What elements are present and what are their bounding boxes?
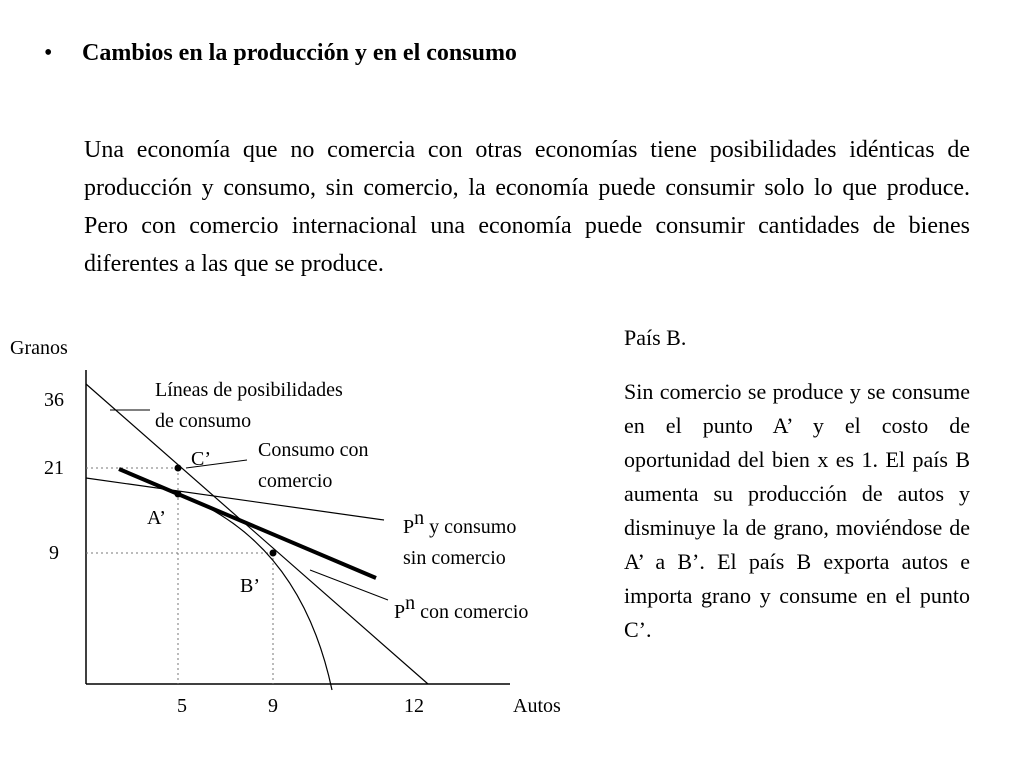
x-tick-12: 12 bbox=[404, 695, 424, 717]
bullet-icon: • bbox=[44, 40, 53, 66]
leader-pn-trade bbox=[310, 570, 388, 600]
intro-paragraph: Una economía que no comercia con otras economías tiene posibilidades idénticas de producción y consumo, sin comercio, la economía puede consumir solo lo que produce. Pero con comercio internacional una economía puede consumir cantidades de bienes diferentes a las que se produce. bbox=[84, 137, 970, 277]
label-a-prime: A’ bbox=[147, 507, 166, 529]
label-trade-consumption-1: Consumo con bbox=[258, 439, 369, 461]
y-tick-9: 9 bbox=[49, 542, 59, 564]
label-consumption-lines-1: Líneas de posibilidades bbox=[155, 379, 343, 401]
consumption-line-trade bbox=[86, 384, 428, 684]
y-axis-label: Granos bbox=[10, 337, 68, 359]
y-tick-21: 21 bbox=[44, 457, 64, 479]
label-consumption-lines-2: de consumo bbox=[155, 410, 252, 432]
x-tick-9: 9 bbox=[268, 695, 278, 717]
point-c-prime bbox=[175, 465, 182, 472]
side-title: País B. bbox=[624, 325, 687, 350]
point-a-prime bbox=[175, 491, 182, 498]
heading-text: Cambios en la producción y en el consumo bbox=[82, 40, 517, 66]
label-pn-notrade-2: sin comercio bbox=[403, 547, 506, 569]
x-tick-5: 5 bbox=[177, 695, 187, 717]
point-b-prime bbox=[270, 550, 277, 557]
label-c-prime: C’ bbox=[191, 448, 211, 470]
side-body: Sin comercio se produce y se consume en el punto A’ y el costo de oportunidad del bien x es 1. El país B aumenta su producción de autos y disminuye la de grano, moviéndose de A’ a B’. El país B exporta autos e importa grano y consume en el punto C’. bbox=[624, 379, 970, 642]
y-tick-36: 36 bbox=[44, 389, 64, 411]
label-pn-trade: Pn con comercio bbox=[394, 592, 529, 623]
consumption-line-notrade bbox=[86, 478, 384, 520]
label-pn-notrade-1: Pn y consumo bbox=[403, 507, 517, 538]
x-axis-label: Autos bbox=[513, 695, 561, 717]
label-b-prime: B’ bbox=[240, 575, 260, 597]
label-trade-consumption-2: comercio bbox=[258, 470, 333, 492]
